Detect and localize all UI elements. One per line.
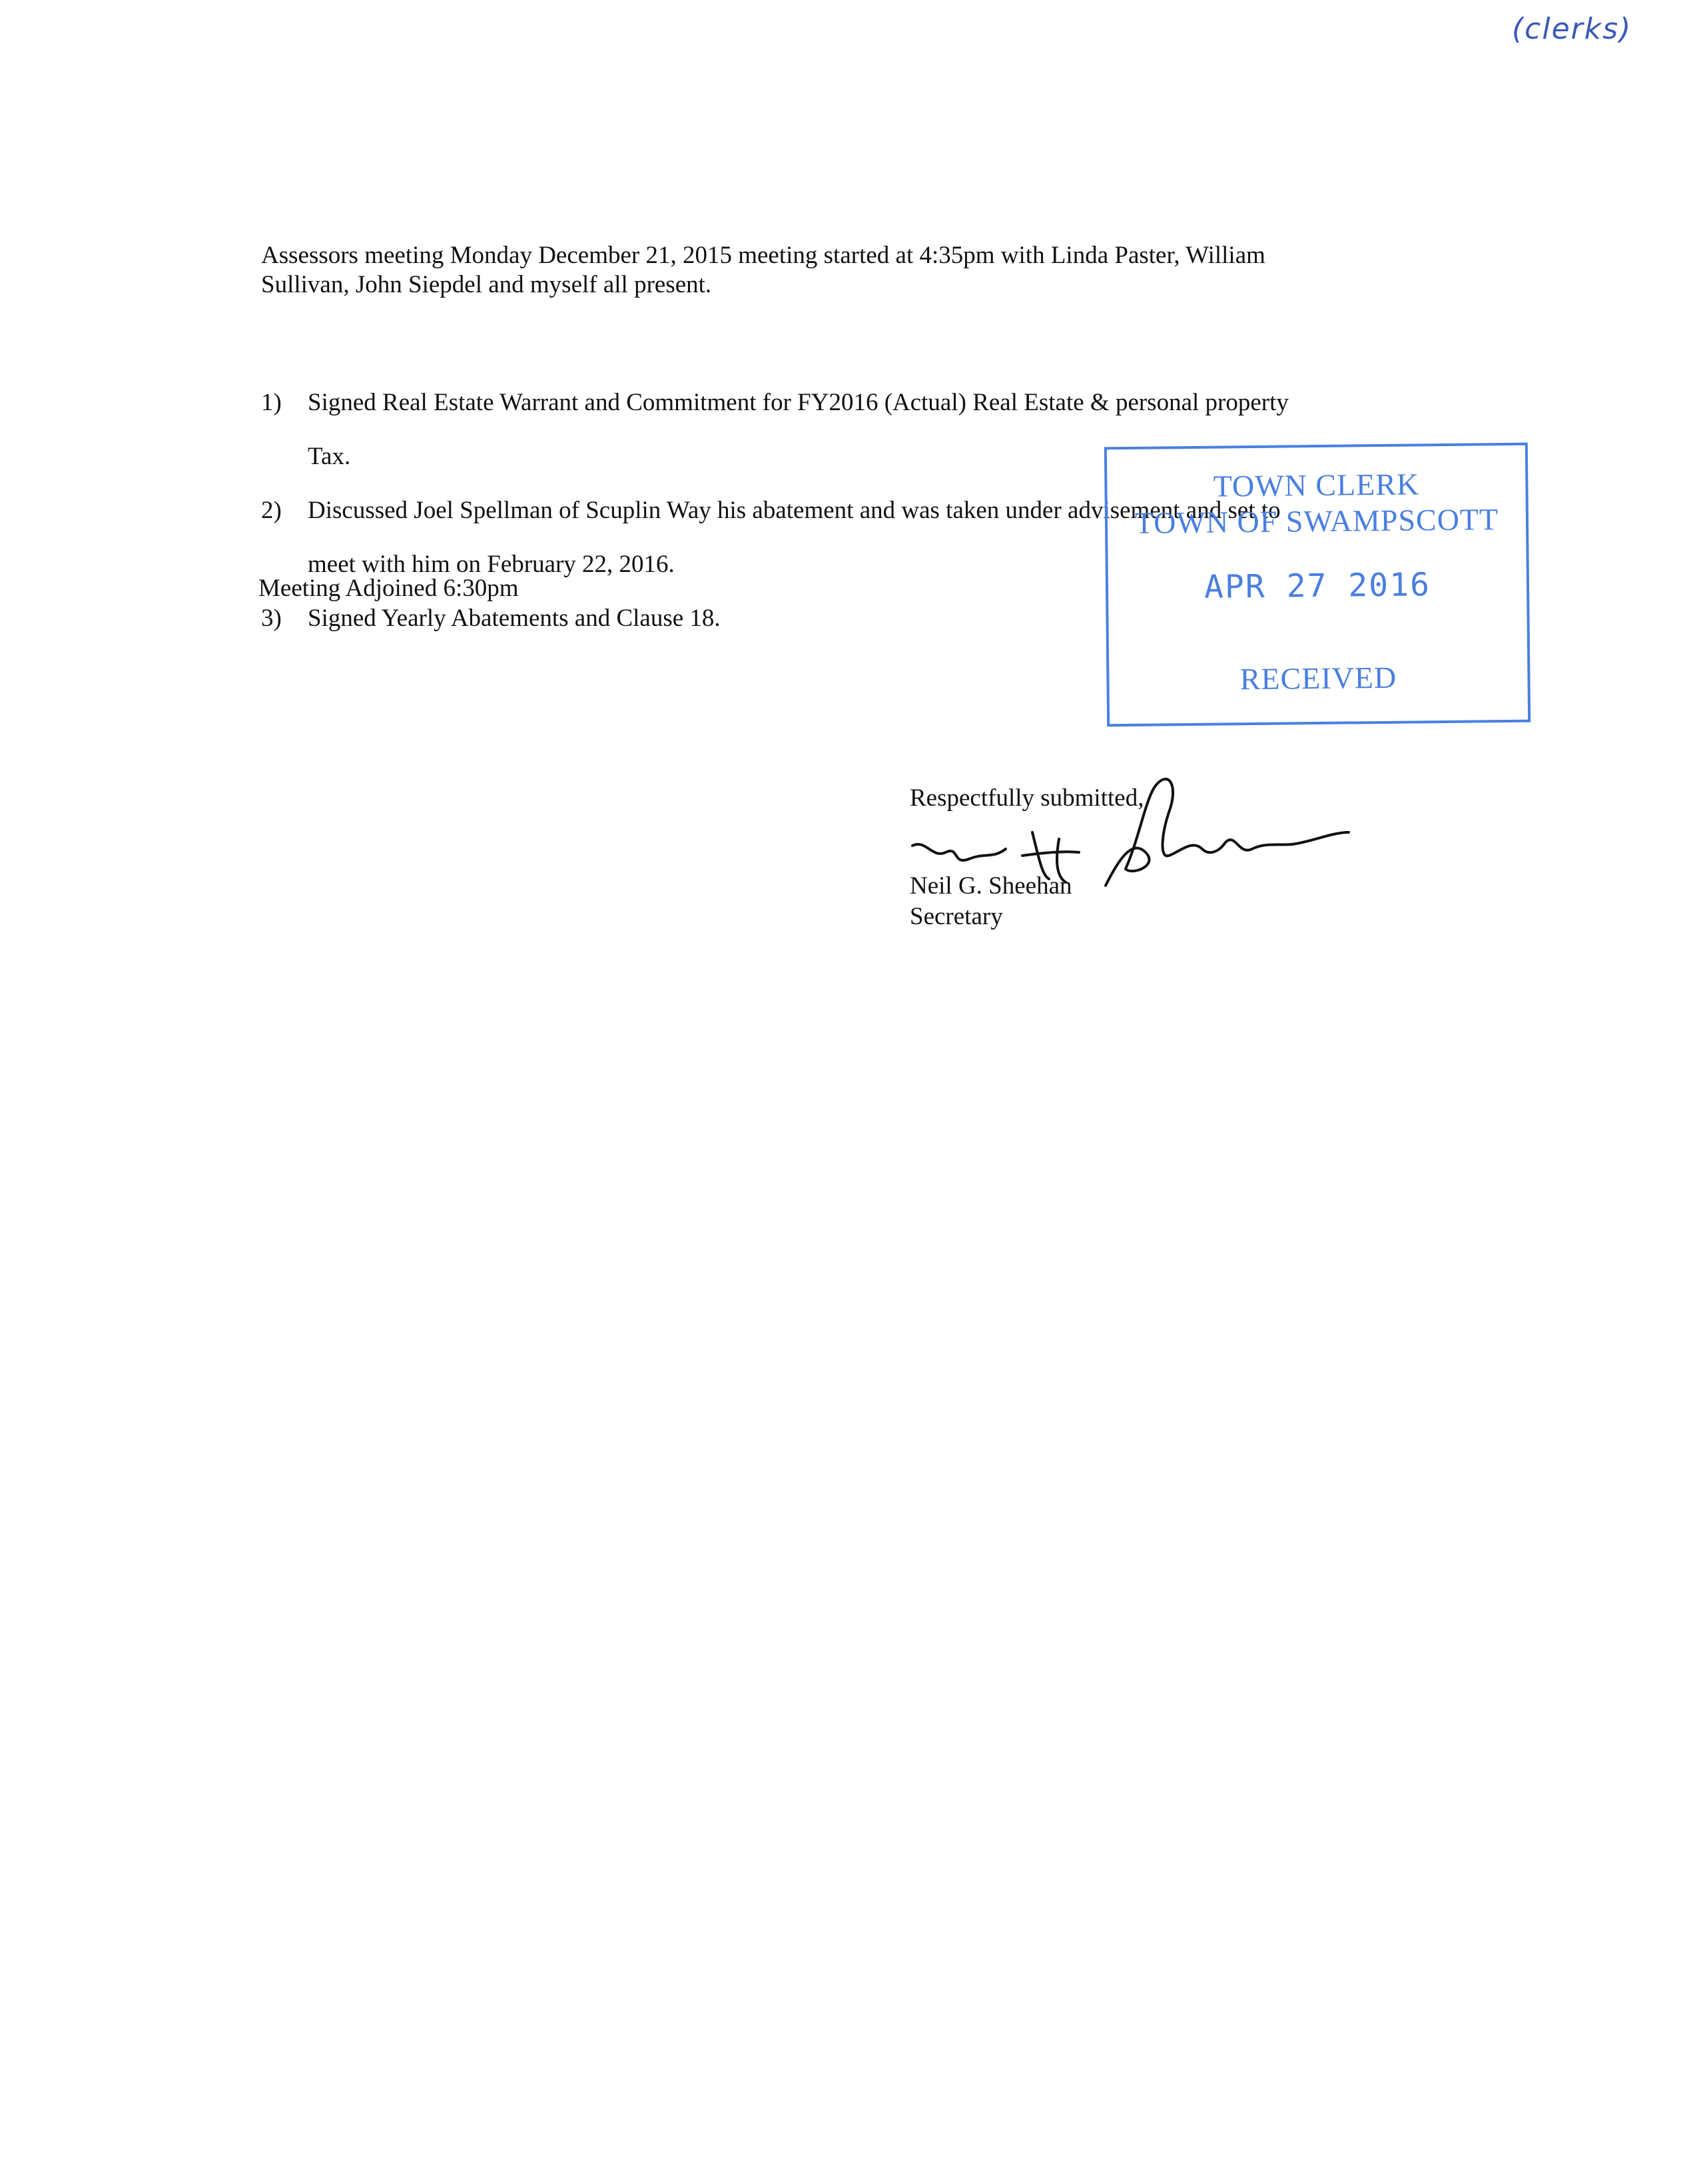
stamp-line-2: TOWN OF SWAMPSCOTT [1134,502,1499,540]
meeting-intro [261,241,1393,300]
item-number: 2) [261,497,282,524]
item-line-2: Tax. [308,443,351,470]
stamp-line-1: TOWN CLERK [1213,467,1420,503]
handwritten-clerks-note: (clerks) [1512,12,1632,46]
handwritten-signature [906,759,1372,906]
item-line-1: Discussed Joel Spellman of Scuplin Way his abatement and was taken under advisement and set to [308,497,1281,524]
stamp-date: APR 27 2016 [1203,566,1431,606]
closing-text: Respectfully submitted, [910,784,1144,812]
stamp-status: RECEIVED [1239,660,1397,696]
intro-line-1: Assessors meeting Monday December 21, 2015 meeting started at 4:35pm with Linda Paster, William [261,242,1265,269]
signer-name: Neil G. Sheehan [910,872,1072,900]
item-number: 3) [261,605,282,632]
item-number: 1) [261,389,282,416]
intro-line-2: Sullivan, John Siepdel and myself all present. [261,271,712,298]
item-line-2: meet with him on February 22, 2016. [308,551,675,578]
received-stamp [1104,443,1531,727]
signer-title: Secretary [910,903,1003,930]
item-line-1: Signed Yearly Abatements and Clause 18. [308,605,721,632]
meeting-adjourned: Meeting Adjoined 6:30pm [258,575,519,602]
item-line-1: Signed Real Estate Warrant and Commitment for FY2016 (Actual) Real Estate & personal property [308,389,1289,416]
